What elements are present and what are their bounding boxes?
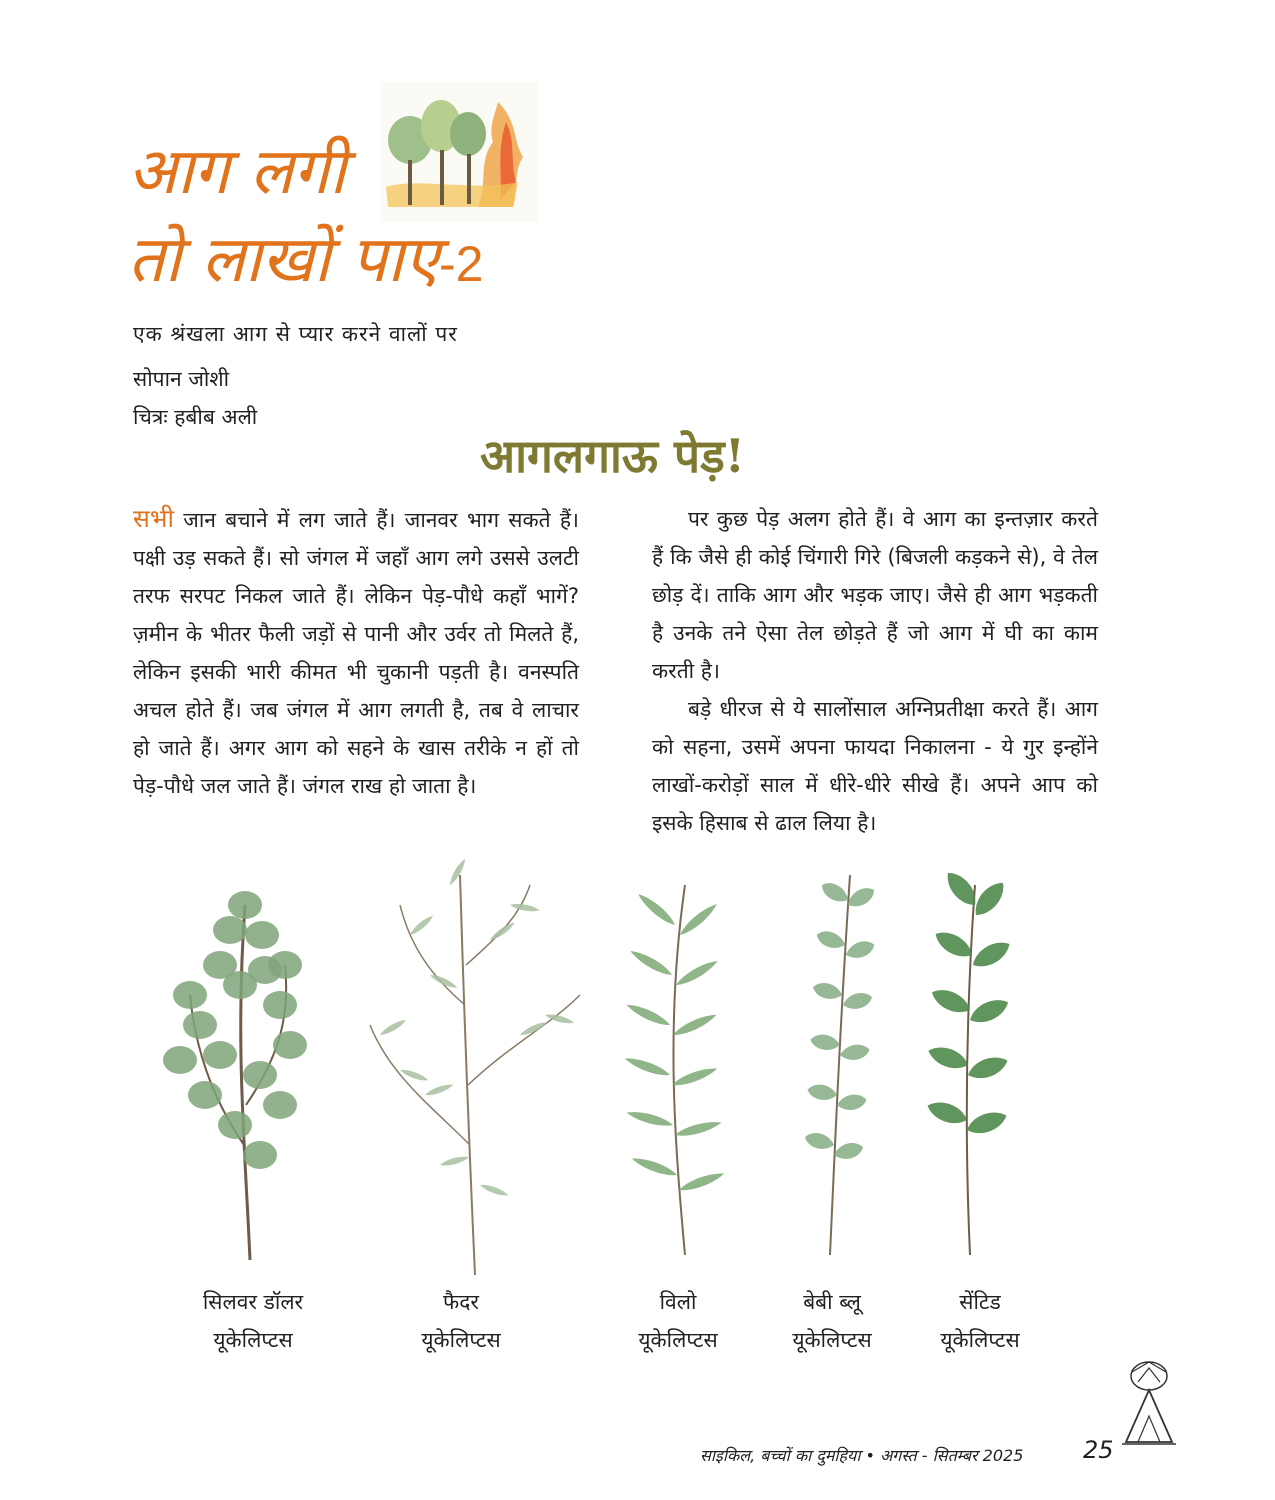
series-number: -2 [438,236,484,292]
willow-eucalyptus-icon [623,885,725,1255]
caption-silver-dollar [158,1283,348,1359]
caption-line: यूकेलिप्टस [792,1328,872,1352]
paragraph-text: जान बचाने में लग जाते हैं। जानवर भाग सकते हैं। पक्षी उड़ सकते हैं। सो जंगल में जहाँ आग लगे उससे उलटी तरफ सरपट निकल जाते हैं। लेकिन पेड़-पौधे कहाँ भागें? ज़मीन के भीतर फैली जड़ों से पानी और उर्वर तो मिलते हैं, लेकिन इसकी भारी कीमत भी चुकानी पड़ती है। वनस्पति अचल होते हैं। जब जंगल में आग लगती है, तब वे लाचार हो जाते हैं। अगर आग को सहने के खास तरीके न हों तो पेड़-पौधे जल जाते हैं। जंगल राख हो जाता है। [133,508,579,798]
series-subtitle: एक श्रंखला आग से प्यार करने वालों पर [133,322,458,346]
silver-dollar-eucalyptus-icon [163,891,307,1260]
caption-scented [885,1283,1075,1359]
eucalyptus-varieties-illustration [140,845,1100,1285]
illustrator-credit: चित्रः हबीब अली [133,405,258,429]
author-name: सोपान जोशी [133,367,230,391]
article-headline: आगलगाऊ पेड़! [480,429,745,483]
paragraph [133,500,579,805]
caption-line: यूकेलिप्टस [940,1328,1020,1352]
paragraph: बड़े धीरज से ये सालोंसाल अग्निप्रतीक्षा करते हैं। आग को सहना, उसमें अपना फायदा निकालना - ये गुर इन्होंने लाखों-करोड़ों साल में धीरे-धीरे सीखे हैं। अपने आप को इसके हिसाब से ढाल लिया है। [652,697,1098,835]
caption-line: सिलवर डॉलर [202,1290,304,1314]
caption-line: यूकेलिप्टस [213,1328,293,1352]
caption-line: सेंटिड [959,1290,1001,1314]
article-column-right [652,500,1098,842]
page-number: 25 [1083,1436,1114,1464]
baby-blue-eucalyptus-icon [803,875,878,1255]
caption-line: यूकेलिप्टस [638,1328,718,1352]
caption-line: फैदर [443,1290,479,1314]
caption-line: विलो [659,1290,697,1314]
paragraph: पर कुछ पेड़ अलग होते हैं। वे आग का इन्तज़ार करते हैं कि जैसे ही कोई चिंगारी गिरे (बिजली कड़कने से), वे तेल छोड़ दें। ताकि आग और भड़क जाए। जैसे ही आग भड़कती है उनके तने ऐसा तेल छोड़ते हैं जो आग में घी का काम करती है। [652,507,1098,683]
magazine-logo-icon [1118,1358,1180,1450]
feather-eucalyptus-icon [370,858,580,1275]
publication-footer: साइकिल, बच्चों का दुमहिया • अगस्त - सितम्बर 2025 [700,1446,1024,1465]
scented-eucalyptus-icon [924,867,1013,1255]
series-title-text: तो लाखों पाए [128,223,439,297]
caption-line: बेबी ब्लू [803,1290,861,1314]
series-title-line-2 [128,223,484,297]
caption-feather [366,1283,556,1359]
opening-word: सभी [133,504,174,533]
article-column-left [133,500,579,805]
caption-line: यूकेलिप्टस [421,1328,501,1352]
series-title-line-1: आग लगी [128,135,346,209]
